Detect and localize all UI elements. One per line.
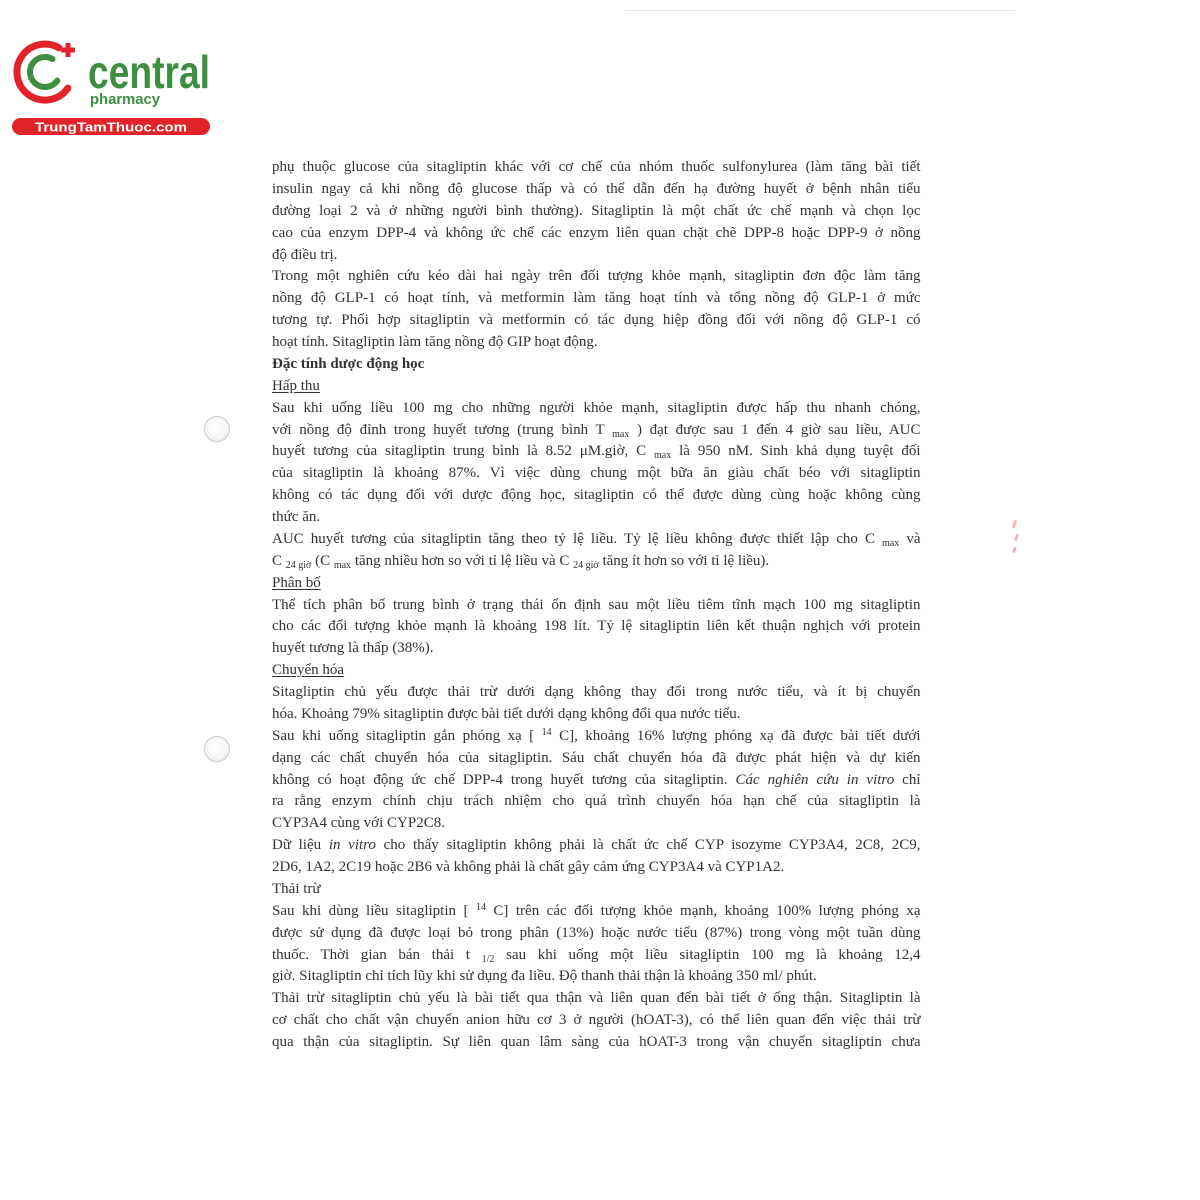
paragraph [272,901,921,989]
line-text [272,529,921,551]
brand-logo [0,0,220,140]
subscript: max [654,450,672,462]
text-line [272,835,921,857]
text-line [272,420,921,442]
punch-hole [204,736,230,762]
logo-inner-arc [30,57,57,87]
text-run: ) đạt được sau 1 đến 4 giờ sau liều, AUC [629,421,921,438]
text-run: Thể tích phân bố trung bình ở trạng thái ổn định sau một liều tiêm tĩnh mạch 100 mg sitagliptin [272,596,921,613]
text-run: Sau khi uống liều 100 mg cho những người khỏe mạnh, sitagliptin được hấp thu nhanh chóng, [272,399,921,416]
text-run: là 950 nM. Sinh khả dụng tuyệt đối [671,443,921,460]
section-heading [272,354,921,376]
line-text [272,726,921,748]
paragraph [272,529,921,573]
text-line [272,398,921,420]
text-run: hóa. Khoảng 79% sitagliptin được bài tiết dưới dạng không đổi qua nước tiểu. [272,705,741,722]
line-text [272,573,321,595]
text-line [272,857,921,879]
italic-text: Các nghiên cứu in vitro [735,771,895,788]
paragraph [272,398,921,529]
text-line [272,310,921,332]
text-run: hoạt tính. Sitagliptin làm tăng nồng độ GIP hoạt động. [272,334,598,350]
text-line [272,463,921,485]
text-run: độ điều trị. [272,246,338,263]
line-text [272,704,741,726]
text-line [272,945,921,967]
text-line [272,1032,921,1054]
subsection-heading [272,879,921,901]
text-run: của sitagliptin là khoảng 87%. Vì việc dùng chung một bữa ăn giàu chất béo với sitagliptin [272,465,921,482]
line-text [272,638,433,660]
text-run: huyết tương là thấp (38%). [272,640,434,657]
subscript: 1/2 [481,953,495,965]
line-text [272,507,320,529]
text-run: insulin ngay cả khi nồng độ glucose thấp và có thể dẫn đến hạ đường huyết ở bệnh nhân tiểu [272,180,921,197]
text-run: phụ thuộc glucose của sitagliptin khác với cơ chế của nhóm thuốc sulfonylurea (làm tăng bài tiết [272,159,921,175]
text-run: Đặc tính dược động học [272,355,425,372]
logo-mark-icon [17,43,75,100]
line-text [272,485,921,507]
text-line [272,595,921,617]
text-run: tăng nhiều hơn so với tỉ lệ liều và C [351,552,574,569]
text-line [272,923,921,945]
text-run: thức ăn. [272,509,321,525]
text-run: 2D6, 1A2, 2C19 hoặc 2B6 và không phải là chất gây cảm ứng CYP3A4 và CYP1A2. [272,859,785,875]
paragraph [272,835,921,879]
line-text [272,376,320,398]
line-text [272,1032,921,1054]
text-run: Thải trừ [272,880,321,897]
text-run: (C [311,552,334,569]
superscript: 14 [541,726,552,738]
line-text [272,879,321,901]
paragraph [272,595,921,661]
text-line [272,682,921,704]
text-run: cho các đối tượng khỏe mạnh là khoảng 198 lít. Tỷ lệ sitagliptin liên kết thuận nghịch với protein [272,618,921,635]
text-line [272,245,921,267]
text-line [272,485,921,507]
text-line [272,266,921,288]
text-run: Sau khi uống sitagliptin gắn phóng xạ [ [272,727,542,744]
subscript: max [612,428,630,440]
line-text [272,660,344,682]
text-line [272,726,921,748]
line-text [272,770,921,792]
scan-edge-line [625,10,1015,11]
text-run: Thải trừ sitagliptin chủ yếu là bài tiết qua thận và liên quan đến bài tiết ở ống thận. Sitagliptin là [272,990,921,1007]
text-run: qua thận của sitagliptin. Sự liên quan lâm sàng của hOAT-3 trong vận chuyển sitagliptin chưa [272,1034,921,1050]
text-line [272,529,921,551]
subscript: 24 giờ [573,559,599,571]
line-text [272,791,921,813]
logo-brand-name: central [88,46,210,98]
text-line [272,966,921,988]
text-run: được sử dụng đã được loại bỏ trong phân (13%) hoặc nước tiểu (87%) trong vòng một tuần dùng [272,924,921,941]
logo-tagline: pharmacy [90,91,161,108]
text-line [272,616,921,638]
text-run: không có tác dụng đối với dược động học, sitagliptin có thể được dùng cùng hoặc không cùng [272,487,921,504]
text-run: C [272,552,286,569]
text-run: Sau khi dùng liều sitagliptin [ [272,902,476,919]
text-line [272,770,921,792]
text-run: Chuyển hóa [272,662,345,679]
text-run: Phân bố [272,574,321,591]
text-line [272,507,921,529]
line-text [272,813,445,835]
text-line [272,332,921,354]
paragraph [272,726,921,835]
text-run: sau khi uống một liều sitagliptin 100 mg là khoảng 12,4 [494,946,921,963]
line-text [272,1010,921,1032]
paragraph [272,988,921,1054]
text-line [272,376,921,398]
line-text [272,923,921,945]
text-run: C] trên các đối tượng khỏe mạnh, khoảng 100% lượng phóng xạ [485,902,921,919]
text-run: thuốc. Thời gian bán thải t [272,946,482,963]
subsection-heading [272,660,921,682]
line-text [272,616,921,638]
italic-text: in vitro [328,837,376,854]
line-text [272,420,921,442]
text-run: cơ chất cho chất vận chuyển anion hữu cơ 3 ở người (hOAT-3), có thể liên quan đến việc thải trừ [272,1012,921,1029]
text-run: AUC huyết tương của sitagliptin tăng theo tỷ lệ liều. Tỷ lệ liều không được thiết lập cho C [272,530,883,547]
text-line [272,573,921,595]
text-line [272,223,921,245]
line-text [272,901,921,923]
text-line [272,748,921,770]
text-line [272,441,921,463]
paragraph [272,157,921,266]
text-run: dạng các chất chuyển hóa của sitagliptin. Sáu chất chuyển hóa đã được phát hiện và dự kiến [272,749,921,766]
text-run: Trong một nghiên cứu kéo dài hai ngày trên đối tượng khỏe mạnh, sitagliptin đơn độc làm tăng [272,268,921,285]
line-text [272,266,921,288]
line-text [272,966,817,988]
text-line [272,157,921,179]
text-run: ra rằng enzym chính chịu trách nhiệm cho quá trình chuyển hóa hạn chế của sitagliptin là [272,793,921,810]
text-line [272,988,921,1010]
text-line [272,901,921,923]
text-run: đường loại 2 và ở những người bình thường). Sitagliptin là một chất ức chế mạnh và chọn lọc [272,202,921,219]
line-text [272,551,769,573]
line-text [272,835,921,857]
text-line [272,879,921,901]
line-text [272,310,921,332]
text-run: tăng ít hơn so với tỉ lệ liều). [598,552,770,569]
line-text [272,332,598,354]
text-line [272,1010,921,1032]
line-text [272,157,921,179]
text-run: nồng độ GLP-1 có hoạt tính, và metformin làm tăng hoạt tính và tổng nồng độ GLP-1 ở mức [272,290,921,307]
subsection-heading [272,376,921,398]
line-text [272,354,424,376]
line-text [272,201,921,223]
line-text [272,988,921,1010]
text-run: giờ. Sitagliptin chỉ tích lũy khi sử dụng đa liều. Độ thanh thải thận là khoảng 350 ml/ phút. [272,968,817,985]
line-text [272,945,921,967]
line-text [272,288,921,310]
line-text [272,441,921,463]
text-run: cho thấy sitagliptin không phải là chất ức chế CYP isozyme CYP3A4, 2C8, 2C9, [375,837,921,854]
line-text [272,595,921,617]
line-text [272,398,920,420]
text-line [272,201,921,223]
text-run: cao của enzym DPP-4 và không ức chế các enzym liên quan chặt chẽ DPP-8 hoặc DPP-9 ở nồng [272,224,921,241]
scan-mark [1012,547,1017,554]
text-run: Dữ liệu [272,837,329,854]
punch-hole [204,416,230,442]
text-run: CYP3A4 cùng với CYP2C8. [272,815,445,832]
text-run: với nồng độ đỉnh trong huyết tương (trung bình T [272,421,613,438]
scan-mark [1014,534,1019,542]
document-body [272,157,921,1054]
line-text [272,223,920,245]
text-run: huyết tương của sitagliptin trung bình là 8.52 μM.giờ, C [272,443,655,460]
text-run: và [899,530,921,547]
text-run: Sitagliptin chủ yếu được thải trừ dưới dạng không thay đổi trong nước tiểu, và ít bị chuyển [272,684,921,700]
text-line [272,704,921,726]
line-text [272,463,921,485]
text-run: tương tự. Phối hợp sitagliptin và metformin có tác dụng hiệp đồng đối với nồng độ GLP-1 có [272,312,921,329]
superscript: 14 [475,901,486,913]
line-text [272,748,921,770]
text-line [272,660,921,682]
subscript: 24 giờ [285,559,312,571]
text-run: không có hoạt động ức chế DPP-4 trong huyết tương của sitagliptin. [272,771,736,788]
subscript: max [333,559,352,571]
subsection-heading [272,573,921,595]
line-text [272,682,921,704]
text-run: chỉ [894,771,921,788]
text-line [272,288,921,310]
line-text [272,857,784,879]
cross-icon [61,43,75,57]
text-line [272,551,921,573]
text-line [272,354,921,376]
text-line [272,813,921,835]
paragraph [272,266,921,354]
paragraph [272,682,921,726]
subscript: max [882,537,900,549]
line-text [272,245,337,267]
logo-outer-arc [17,44,68,100]
scan-mark [1012,520,1018,529]
text-line [272,179,921,201]
text-line [272,638,921,660]
text-run: Hấp thu [272,377,320,394]
logo-site-url: TrungTamThuoc.com [35,119,187,135]
text-line [272,791,921,813]
line-text [272,179,920,201]
text-run: C], khoảng 16% lượng phóng xạ đã được bài tiết dưới [551,727,921,744]
